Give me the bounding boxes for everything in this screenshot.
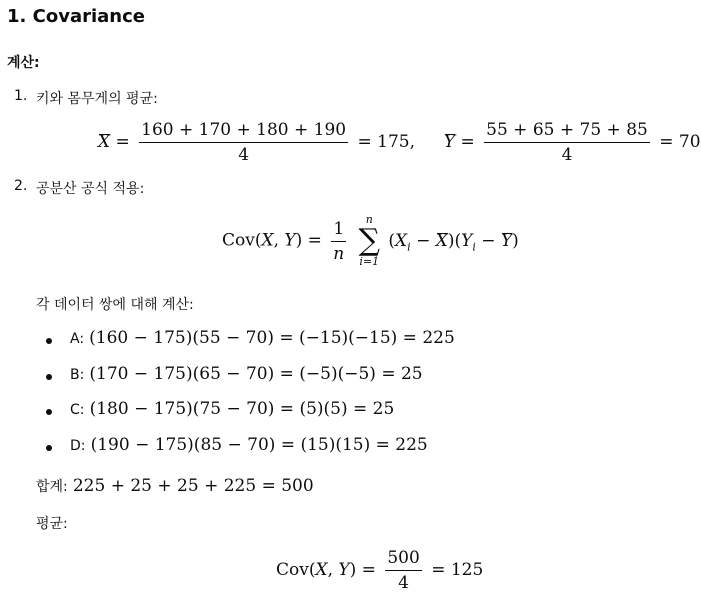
mean-y-result: = 70 xyxy=(659,132,701,152)
pairs-intro: 각 데이터 쌍에 대해 계산: xyxy=(36,297,194,313)
step-1-marker: 1. xyxy=(14,88,28,104)
pair-d-key: D: xyxy=(70,438,86,454)
mean-y-fraction xyxy=(484,120,650,165)
y-bar-symbol: Y xyxy=(443,132,456,152)
final-result: Cov(X, Y) = $\frac{500}{4}$ = 125 xyxy=(276,548,484,593)
final-value: = 125 xyxy=(431,560,484,580)
summation-sign: n ∑ i=1 xyxy=(358,213,380,268)
pair-c-key: C: xyxy=(70,402,85,418)
pair-c xyxy=(70,399,394,419)
sum-lower-limit: i=1 xyxy=(359,255,380,268)
step-2-marker: 2. xyxy=(14,178,28,194)
formula-fraction xyxy=(331,219,346,264)
section-heading: 1. Covariance xyxy=(7,6,145,27)
mean-x-fraction xyxy=(139,120,348,165)
total-label: 합계: xyxy=(36,479,68,495)
bullet-a xyxy=(46,338,52,344)
pair-a-expr: (160 − 175)(55 − 70) = (−15)(−15) = 225 xyxy=(89,328,455,348)
final-numerator: 500 xyxy=(385,548,421,571)
bullet-d xyxy=(46,445,52,451)
pair-b-expr: (170 − 175)(65 − 70) = (−5)(−5) = 25 xyxy=(89,364,423,384)
mean-y-denominator: 4 xyxy=(561,145,573,165)
means-equation: X = $\frac{160 + 170 + 180 + 190}{4}$ = 175, Y = $\frac{55 + 65 + 75 + 85}{4}$ = 70 xyxy=(98,120,701,165)
total-line xyxy=(36,476,314,496)
formula-numerator: 1 xyxy=(331,219,346,242)
final-denominator: 4 xyxy=(398,573,409,593)
mean-x-denominator: 4 xyxy=(238,145,250,165)
total-expr: 225 + 25 + 25 + 225 = 500 xyxy=(72,476,314,496)
step-2-label: 공분산 공식 적용: xyxy=(36,181,145,197)
pair-c-expr: (180 − 175)(75 − 70) = (5)(5) = 25 xyxy=(89,399,395,419)
pair-a-key: A: xyxy=(70,331,85,347)
covariance-formula: Cov(X, Y) = $\frac{1}{n}$ n ∑ i=1 $(X_i - X)(Y_i - Y)$ xyxy=(222,213,519,268)
pair-b-key: B: xyxy=(70,367,85,383)
pair-b xyxy=(70,364,423,384)
x-bar-symbol: X xyxy=(98,132,111,152)
sum-upper-limit: n xyxy=(365,213,373,226)
pair-d xyxy=(70,435,428,455)
pair-d-expr: (190 − 175)(85 − 70) = (15)(15) = 225 xyxy=(90,435,428,455)
calc-label: 계산: xyxy=(7,55,40,71)
pair-a xyxy=(70,328,455,348)
mean-x-numerator: 160 + 170 + 180 + 190 xyxy=(139,120,348,143)
bullet-c xyxy=(46,409,52,415)
mean-label: 평균: xyxy=(36,516,68,532)
mean-x-result: = 175, xyxy=(357,132,416,152)
step-1-label: 키와 몸무게의 평균: xyxy=(36,91,158,107)
formula-denominator: n xyxy=(333,243,345,264)
bullet-b xyxy=(46,374,52,380)
final-fraction xyxy=(385,548,421,593)
mean-y-numerator: 55 + 65 + 75 + 85 xyxy=(484,120,650,143)
